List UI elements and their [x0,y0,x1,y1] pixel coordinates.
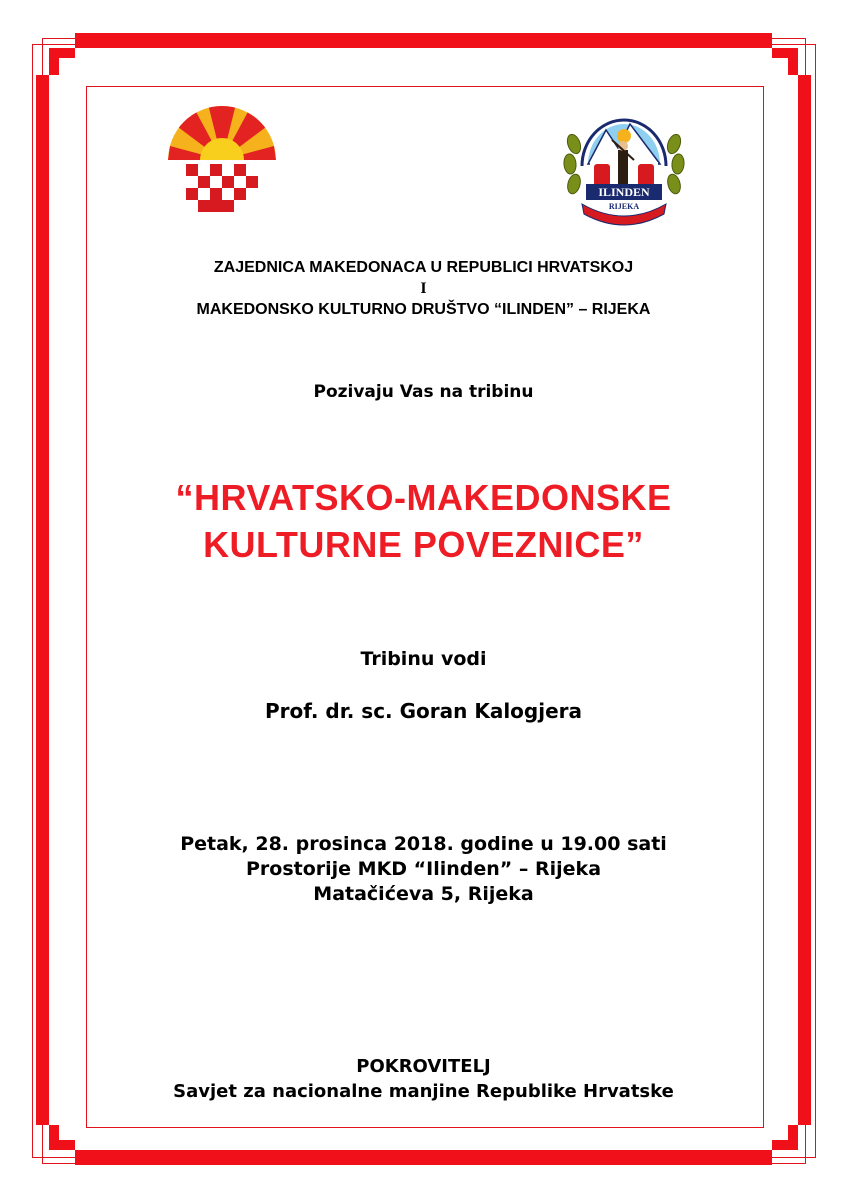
corner-accent-tl-v [49,48,59,75]
ilinden-city-text: RIJEKA [608,202,640,211]
moderator-name: Prof. dr. sc. Goran Kalogjera [264,699,583,723]
zajednica-logo [166,100,278,218]
border-bar-left [36,75,49,1125]
event-title [0,474,847,568]
organizer-line-2: MAKEDONSKO KULTURNO DRUŠTVO “ILINDEN” – RIJEKA [196,301,651,318]
corner-accent-bl-v [49,1125,59,1150]
sponsor-label: POKROVITELJ [356,1056,491,1077]
border-bar-right [798,75,811,1125]
ilinden-logo [560,96,688,232]
event-venue: Prostorije MKD “Ilinden” – Rijeka [245,858,602,880]
organizer-separator: I [420,280,427,297]
border-bar-bottom [75,1150,772,1165]
border-bar-top [75,33,772,48]
event-title-line-2: KULTURNE POVEZNICE” [203,524,644,565]
corner-accent-br-v [788,1125,798,1150]
invitation-text: Pozivaju Vas na tribinu [313,382,534,402]
event-title-line-1: “HRVATSKO-MAKEDONSKE [175,477,672,518]
event-address: Matačićeva 5, Rijeka [313,883,534,905]
corner-accent-tr-v [788,48,798,75]
inner-border [86,86,764,1128]
sponsor-name: Savjet za nacionalne manjine Republike Hrvatske [173,1081,674,1102]
event-details [0,832,847,907]
organizers-block [0,257,847,320]
ilinden-ribbon-text: ILINDEN [598,185,650,199]
sponsor-block [0,1054,847,1104]
organizer-line-1: ZAJEDNICA MAKEDONACA U REPUBLICI HRVATSKOJ [213,259,634,276]
event-datetime: Petak, 28. prosinca 2018. godine u 19.00 sati [180,833,667,855]
moderator-label: Tribinu vodi [360,648,487,670]
